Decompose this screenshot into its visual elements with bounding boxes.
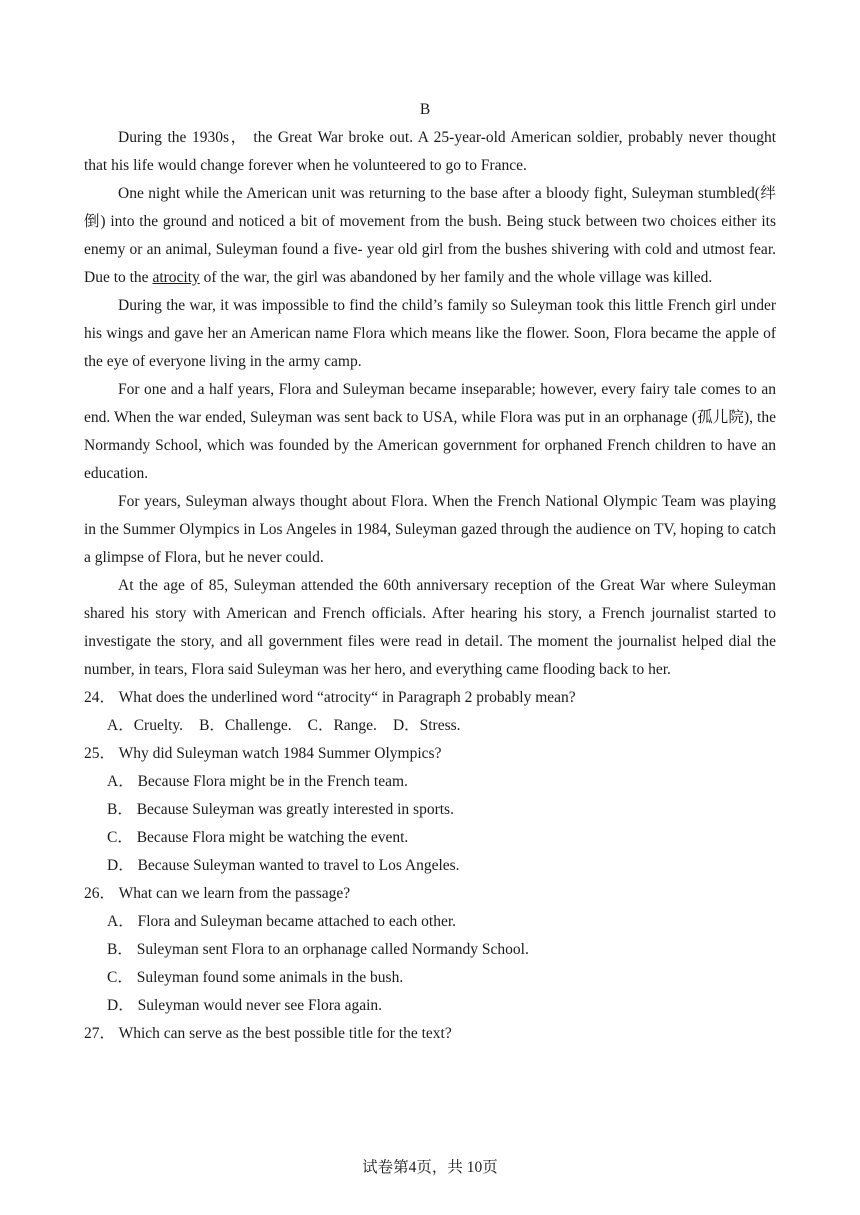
question-24 [84,684,776,740]
paragraph-2-text-end: of the war, the girl was abandoned by her family and the whole village was killed. [199,269,713,286]
question-stem: 24． What does the underlined word “atrocity“ in Paragraph 2 probably mean? [84,689,576,706]
page-footer: 试卷第4页，共 10页 [362,1159,498,1176]
option-d: D． Because Suleyman wanted to travel to Los Angeles. [107,857,460,874]
exam-page [84,96,776,1048]
option-a: A． Because Flora might be in the French team. [107,773,408,790]
option-b: B． Suleyman sent Flora to an orphanage called Normandy School. [107,941,529,958]
underlined-word: atrocity [152,269,200,286]
question-stem: 26． What can we learn from the passage? [84,885,351,902]
passage-paragraph-6: At the age of 85, Suleyman attended the 60th anniversary reception of the Great War where Suleyman shared his story with American and French officials. After hearing his story, a French journalist started to investigate the story, and all government files were read in detail. The moment the journalist helped dial the number, in tears, Flora said Suleyman was her hero, and everything came flooding back to her. [84,577,776,678]
passage-paragraph-1: During the 1930s， the Great War broke out. A 25-year-old American soldier, probably never thought that his life would change forever when he volunteered to go to France. [84,129,776,174]
option-c: C．Range. [307,717,377,734]
passage-paragraph-2 [84,180,776,292]
question-27 [84,1020,776,1048]
passage-paragraph-5: For years, Suleyman always thought about Flora. When the French National Olympic Team was playing in the Summer Olympics in Los Angeles in 1984, Suleyman gazed through the audience on TV, hoping to catch a glimpse of Flora, but he never could. [84,493,776,566]
option-a: A． Flora and Suleyman became attached to each other. [107,913,457,930]
option-c: C． Suleyman found some animals in the bush. [107,969,404,986]
option-a: A．Cruelty. [107,717,184,734]
passage-paragraph-3: During the war, it was impossible to find the child’s family so Suleyman took this little French girl under his wings and gave her an American name Flora which means like the flower. Soon, Flora became the apple of the eye of everyone living in the army camp. [84,297,776,370]
option-b: B．Challenge. [199,717,292,734]
question-26 [84,880,776,1020]
question-options [84,712,776,740]
option-b: B． Because Suleyman was greatly interested in sports. [107,801,454,818]
option-d: D．Stress. [392,717,461,734]
option-c: C． Because Flora might be watching the event. [107,829,409,846]
paragraph-2-text-start: One night while the American unit was returning to the base after a bloody fight, Suleyman stumbled(绊倒) into the ground and noticed a bit of movement from the bush. Being stuck between two choices either its enemy or an animal, Suleyman found a five- year old girl from the bushes shivering with cold and utmost fear. Due to the [84,185,776,286]
option-d: D． Suleyman would never see Flora again. [107,997,383,1014]
passage-paragraph-4: For one and a half years, Flora and Suleyman became inseparable; however, every fairy tale comes to an end. When the war ended, Suleyman was sent back to USA, while Flora was put in an orphanage (孤儿院), the Normandy School, which was founded by the American government for orphaned French children to have an education. [84,381,776,482]
question-25 [84,740,776,880]
question-stem: 27． Which can serve as the best possible title for the text? [84,1025,452,1042]
section-label: B [419,101,431,118]
question-stem: 25． Why did Suleyman watch 1984 Summer Olympics? [84,745,442,762]
